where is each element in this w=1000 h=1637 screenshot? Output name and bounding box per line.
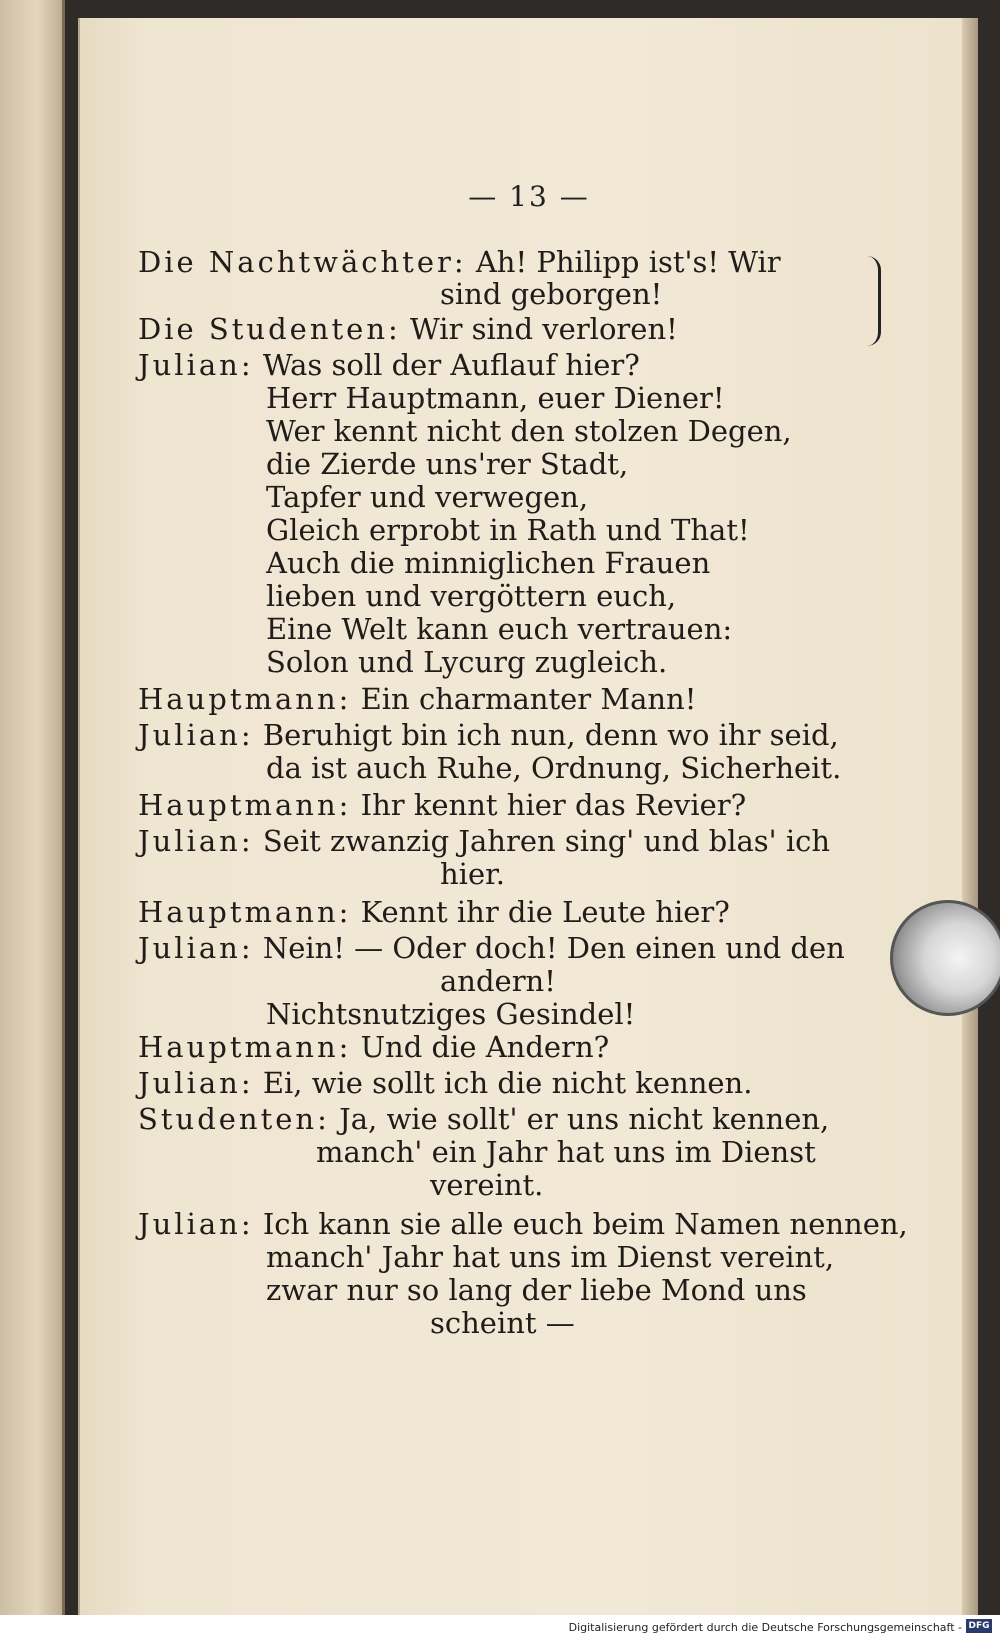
text-line: Julian: Ich kann sie alle euch beim Namen nennen, (138, 1207, 908, 1241)
text-line: manch' Jahr hat uns im Dienst vereint, (266, 1240, 835, 1274)
text-line: hier. (440, 857, 506, 891)
text-line: andern! (440, 964, 556, 998)
text-line: lieben und vergöttern euch, (266, 579, 677, 613)
text-line: da ist auch Ruhe, Ordnung, Sicherheit. (266, 751, 842, 785)
brace-bracket (858, 256, 881, 346)
text-line: Gleich erprobt in Rath und That! (266, 513, 750, 547)
text-line: Hauptmann: Und die Andern? (138, 1030, 610, 1064)
text-line: Nichtsnutziges Gesindel! (266, 997, 636, 1031)
text-line: Studenten: Ja, wie sollt' er uns nicht kennen, (138, 1102, 830, 1136)
page-number: — 13 — (468, 180, 590, 213)
text-line: Julian: Seit zwanzig Jahren sing' und blas' ich (138, 824, 831, 858)
footer-text: Digitalisierung gefördert durch die Deutsche Forschungsgemeinschaft - (568, 1621, 962, 1634)
text-line: Julian: Nein! — Oder doch! Den einen und den (138, 931, 845, 965)
dfg-logo-icon: DFG (966, 1619, 992, 1633)
text-line: Hauptmann: Ihr kennt hier das Revier? (138, 788, 747, 822)
text-line: Julian: Beruhigt bin ich nun, denn wo ihr seid, (138, 718, 839, 752)
text-line: die Zierde uns'rer Stadt, (266, 447, 629, 481)
text-line: Auch die minniglichen Frauen (266, 546, 711, 580)
text-line: Tapfer und verwegen, (266, 480, 589, 514)
text-line: Solon und Lycurg zugleich. (266, 645, 668, 679)
text-line: Julian: Ei, wie sollt ich die nicht kennen. (138, 1066, 753, 1100)
text-line: Eine Welt kann euch vertrauen: (266, 612, 733, 646)
text-line: zwar nur so lang der liebe Mond uns (266, 1273, 807, 1307)
text-line: Hauptmann: Kennt ihr die Leute hier? (138, 895, 730, 929)
page-clip (890, 900, 1000, 1016)
text-line: sind geborgen! (440, 277, 663, 311)
text-line: Hauptmann: Ein charmanter Mann! (138, 682, 697, 716)
text-line: Herr Hauptmann, euer Diener! (266, 381, 725, 415)
text-line: scheint — (430, 1306, 575, 1340)
left-page-edge (0, 0, 65, 1637)
text-line: manch' ein Jahr hat uns im Dienst (316, 1135, 816, 1169)
text-line: Die Nachtwächter: Ah! Philipp ist's! Wir (138, 245, 781, 279)
text-line: Julian: Was soll der Auflauf hier? (138, 348, 640, 382)
footer-bar (0, 1615, 1000, 1637)
page-edge (962, 18, 978, 1618)
book-page (78, 18, 978, 1618)
text-line: vereint. (430, 1168, 544, 1202)
text-line: Die Studenten: Wir sind verloren! (138, 312, 678, 346)
text-line: Wer kennt nicht den stolzen Degen, (266, 414, 792, 448)
